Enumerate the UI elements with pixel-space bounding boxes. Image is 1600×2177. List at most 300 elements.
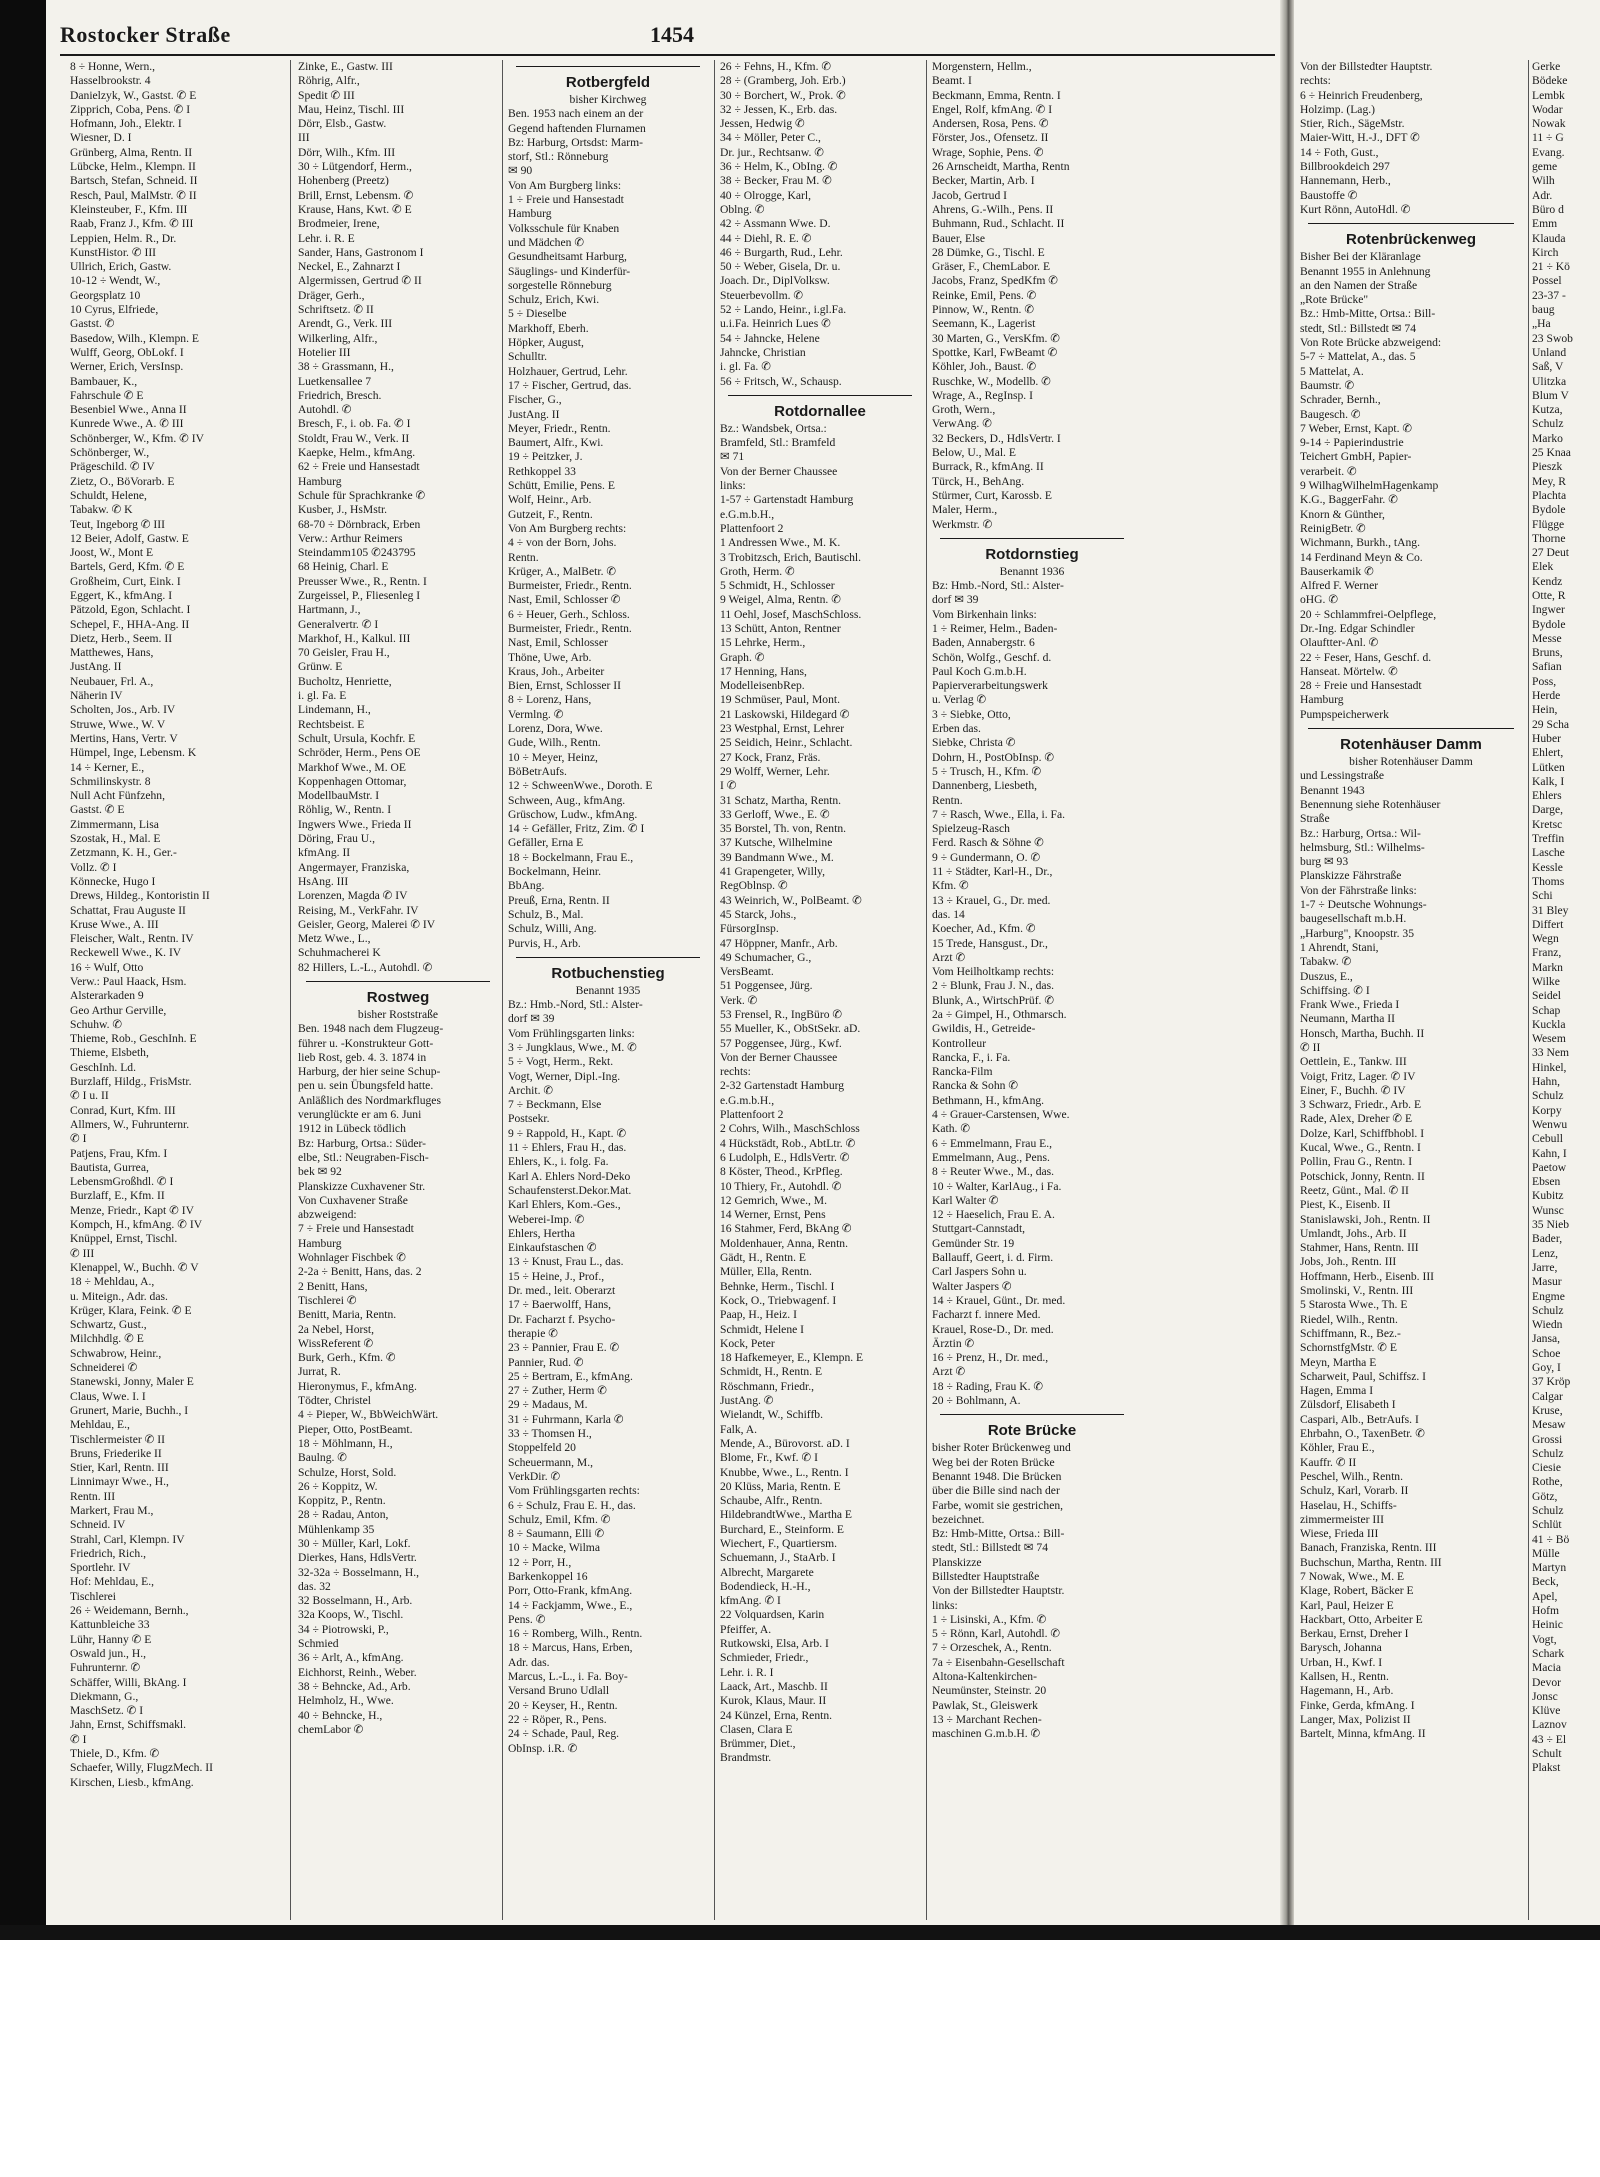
- directory-entry: Falk, A.: [720, 1422, 758, 1436]
- directory-entry: rechts:: [720, 1065, 751, 1079]
- directory-entry: Gefäller, Erna E: [508, 836, 584, 850]
- directory-entry: 28 ÷ Freie und Hansestadt: [1300, 679, 1422, 693]
- directory-entry: Ehlert,: [1532, 746, 1564, 760]
- directory-entry: Scheuermann, M.,: [508, 1455, 594, 1469]
- directory-entry: Schrader, Bernh.,: [1300, 393, 1381, 407]
- directory-entry: Hinkel,: [1532, 1060, 1567, 1074]
- directory-entry: 18 ÷ Rading, Frau K. ✆: [932, 1379, 1044, 1393]
- street-heading: Rostweg: [366, 989, 430, 1006]
- column-divider: [926, 60, 927, 1920]
- directory-entry: Linnimayr Wwe., H.,: [70, 1475, 169, 1489]
- street-note: verunglückte er am 6. Juni: [298, 1108, 422, 1122]
- directory-entry: Oblng. ✆: [720, 202, 765, 216]
- directory-entry: Jansa,: [1532, 1332, 1561, 1346]
- street-note: Benannt 1943: [1300, 783, 1365, 797]
- directory-entry: 34 ÷ Piotrowski, P.,: [298, 1622, 389, 1636]
- directory-entry: 68 Heinig, Charl. E: [298, 560, 389, 574]
- street-heading: Rotenhäuser Damm: [1340, 736, 1482, 754]
- directory-entry: Dohrn, H., PostObInsp. ✆: [932, 750, 1055, 764]
- directory-entry: Von der Berner Chaussee: [720, 1050, 838, 1064]
- directory-entry: Plachta: [1532, 488, 1567, 502]
- directory-entry: kfmAng. II: [298, 846, 351, 860]
- directory-entry: Schulz: [1532, 1446, 1564, 1460]
- directory-entry: ✆ II: [1300, 1041, 1321, 1054]
- directory-entry: Neumann, Martha II: [1300, 1012, 1395, 1026]
- directory-entry: 15 Lehrke, Herm.,: [720, 636, 806, 650]
- directory-entry: Strahl, Carl, Klempn. IV: [70, 1532, 185, 1546]
- directory-entry: Schaufensterst.Dekor.Mat.: [508, 1183, 632, 1197]
- directory-entry: Wiese, Frieda III: [1300, 1527, 1379, 1541]
- directory-entry: 6 ÷ Schulz, Frau E. H., das.: [508, 1498, 636, 1512]
- directory-entry: Matthewes, Hans,: [70, 646, 154, 660]
- directory-entry: Preuß, Erna, Rentn. II: [508, 893, 610, 907]
- directory-entry: 3 ÷ Jungklaus, Wwe., M. ✆: [508, 1041, 637, 1054]
- directory-entry: Thieme, Elsbeth,: [70, 1046, 149, 1060]
- directory-entry: Grünw. E: [298, 660, 343, 674]
- directory-entry: 8 ÷ Reuter Wwe., M., das.: [932, 1165, 1055, 1179]
- directory-entry: Förster, Jos., Ofensetz. II: [932, 131, 1049, 145]
- directory-entry: Differt: [1532, 917, 1564, 931]
- directory-entry: Papierverarbeitungswerk: [932, 679, 1048, 693]
- directory-entry: Drews, Hildeg., Kontoristin II: [70, 889, 210, 903]
- directory-entry: Einkaufstaschen ✆: [508, 1241, 597, 1255]
- directory-entry: Bruns,: [1532, 646, 1563, 660]
- directory-entry: Burzlaff, E., Kfm. II: [70, 1189, 165, 1203]
- directory-entry: Siebke, Christa ✆: [932, 736, 1016, 750]
- directory-entry: 21 ÷ Kö: [1532, 260, 1570, 274]
- directory-entry: 11 ÷ Städter, Karl-H., Dr.,: [932, 865, 1053, 879]
- directory-entry: Rutkowski, Elsa, Arb. I: [720, 1637, 829, 1651]
- directory-entry: maschinen G.m.b.H. ✆: [932, 1727, 1041, 1741]
- directory-entry: Thieme, Rob., GeschInh. E: [70, 1032, 197, 1046]
- directory-entry: Kuckla: [1532, 1017, 1566, 1031]
- directory-entry: 6 ÷ Heinrich Freudenberg,: [1300, 88, 1423, 102]
- street-note: Vom Frühlingsgarten links:: [508, 1026, 635, 1040]
- directory-entry: Tabakw. ✆: [1300, 955, 1352, 969]
- directory-entry: Steindamm105 ✆243795: [298, 546, 416, 560]
- directory-entry: 46 ÷ Burgarth, Rud., Lehr.: [720, 245, 843, 259]
- directory-entry: Blunk, A., WirtschPrüf. ✆: [932, 993, 1055, 1007]
- directory-entry: sorgestelle Rönneburg: [508, 278, 612, 292]
- directory-entry: u. Miteign., Adr. das.: [70, 1289, 168, 1303]
- directory-entry: Kraus, Joh., Arbeiter: [508, 664, 605, 678]
- directory-entry: 33 Gerloff, Wwe., E. ✆: [720, 807, 830, 821]
- directory-entry: Markhof, H., Kalkul. III: [298, 631, 411, 645]
- directory-entry: Zietz, O., BöVorarb. E: [70, 474, 175, 488]
- directory-entry: Weberei-Imp. ✆: [508, 1212, 585, 1226]
- directory-entry: Hahn,: [1532, 1075, 1561, 1089]
- directory-entry: Wrage, A., RegInsp. I: [932, 388, 1033, 402]
- directory-entry: Meyn, Martha E: [1300, 1355, 1377, 1369]
- directory-entry: Verk. ✆: [720, 993, 758, 1007]
- directory-entry: Müller, Ella, Rentn.: [720, 1265, 812, 1279]
- directory-entry: Spielzeug-Rasch: [932, 822, 1010, 836]
- directory-entry: 1 ÷ Lisinski, A., Kfm. ✆: [932, 1612, 1047, 1626]
- directory-entry: Burzlaff, Hildg., FrisMstr.: [70, 1075, 192, 1089]
- directory-entry: GeschInh. Ld.: [70, 1060, 137, 1074]
- directory-entry: 30 ÷ Müller, Karl, Lokf.: [298, 1536, 411, 1550]
- directory-entry: Brodmeier, Irene,: [298, 217, 380, 231]
- street-heading: Rotenbrückenweg: [1345, 231, 1477, 249]
- directory-entry: Rethkoppel 33: [508, 464, 576, 478]
- scan-left-edge: [0, 0, 46, 1940]
- directory-entry: Ullrich, Erich, Gastw.: [70, 260, 172, 274]
- directory-entry: Zurgeissel, P., Fliesenleg I: [298, 588, 421, 602]
- street-note: elbe, Stl.: Neugraben-Fisch-: [298, 1150, 429, 1164]
- street-heading: Rotbuchenstieg: [551, 964, 665, 982]
- directory-entry: Burk, Gerh., Kfm. ✆: [298, 1351, 396, 1365]
- directory-entry: Götz,: [1532, 1489, 1558, 1503]
- directory-entry: 10 Cyrus, Elfriede,: [70, 303, 159, 317]
- directory-entry: Plattenfoort 2: [720, 1108, 784, 1122]
- directory-entry: 7 ÷ Rasch, Wwe., Ella, i. Fa.: [932, 807, 1066, 821]
- directory-entry: Wesem: [1532, 1032, 1566, 1046]
- directory-entry: Messe: [1532, 631, 1562, 645]
- street-note: lieb Rost, geb. 4. 3. 1874 in: [298, 1050, 427, 1064]
- directory-entry: 20 Klüss, Maria, Rentn. E: [720, 1479, 841, 1493]
- directory-entry: Beamt. I: [932, 74, 972, 88]
- directory-entry: Vogt,: [1532, 1632, 1557, 1646]
- directory-entry: 16 ÷ Romberg, Wilh., Rentn.: [508, 1627, 643, 1641]
- directory-entry: Kruse,: [1532, 1403, 1563, 1417]
- directory-entry: Tischlerei ✆: [298, 1293, 357, 1307]
- directory-entry: Wohnlager Fischbek ✆: [298, 1251, 406, 1265]
- directory-entry: 38 ÷ Grassmann, H.,: [298, 360, 394, 374]
- directory-entry: Jarre,: [1532, 1260, 1558, 1274]
- directory-entry: Macia: [1532, 1661, 1561, 1675]
- directory-entry: Schulltr.: [508, 350, 547, 364]
- directory-entry: 15 Trede, Hansgust., Dr.,: [932, 936, 1048, 950]
- directory-entry: Hagemann, H., Arb.: [1300, 1684, 1394, 1698]
- directory-entry: Jacobs, Franz, SpedKfm ✆: [932, 274, 1058, 288]
- street-divider: [940, 538, 1124, 539]
- directory-entry: Haselau, H., Schiffs-: [1300, 1498, 1397, 1512]
- street-subtitle: bisher Roststraße: [357, 1008, 439, 1021]
- directory-entry: Rentn. III: [70, 1489, 116, 1503]
- directory-entry: Autohdl. ✆: [298, 403, 352, 417]
- directory-entry: 39 Bandmann Wwe., M.: [720, 850, 834, 864]
- street-divider: [306, 981, 490, 982]
- directory-entry: 7 Nowak, Wwe., M. E: [1300, 1569, 1405, 1583]
- directory-entry: Honsch, Martha, Buchh. II: [1300, 1026, 1425, 1040]
- directory-entry: 27 Kock, Franz, Fräs.: [720, 750, 821, 764]
- directory-entry: Mau, Heinz, Tischl. III: [298, 102, 405, 116]
- directory-entry: Hagen, Emma I: [1300, 1384, 1374, 1398]
- directory-entry: Schmilinskystr. 8: [70, 774, 151, 788]
- directory-entry: Bödeke: [1532, 74, 1568, 88]
- directory-entry: 54 ÷ Jahncke, Helene: [720, 331, 820, 345]
- street-note: abzweigend:: [298, 1208, 357, 1222]
- directory-entry: 56 ÷ Fritsch, W., Schausp.: [720, 374, 842, 388]
- directory-entry: Dörr, Elsb., Gastw.: [298, 117, 387, 131]
- directory-entry: Menze, Friedr., Kapt ✆ IV: [70, 1203, 195, 1217]
- street-note: Straße: [1300, 812, 1330, 826]
- directory-entry: Bartelt, Minna, kfmAng. II: [1300, 1727, 1426, 1741]
- directory-entry: 38 ÷ Becker, Frau M. ✆: [720, 174, 832, 188]
- street-note: pen u. sein Übungsfeld hatte.: [298, 1079, 434, 1093]
- directory-entry: oHG. ✆: [1300, 593, 1339, 607]
- street-note: 1912 in Lübeck tödlich: [298, 1122, 406, 1136]
- directory-entry: Lehr. i. R. I: [720, 1665, 774, 1679]
- directory-entry: Peschel, Wilh., Rentn.: [1300, 1469, 1404, 1483]
- directory-entry: Wunsc: [1532, 1203, 1564, 1217]
- directory-entry: Karl Walter ✆: [932, 1193, 999, 1207]
- directory-entry: Reising, M., VerkFahr. IV: [298, 903, 419, 917]
- directory-entry: Lenz,: [1532, 1246, 1559, 1260]
- directory-entry: das. 14: [932, 907, 965, 921]
- directory-entry: Burmeister, Friedr., Rentn.: [508, 621, 632, 635]
- directory-entry: Schulz, B., Mal.: [508, 907, 584, 921]
- directory-entry: Verw.: Paul Haack, Hsm.: [70, 975, 187, 988]
- directory-entry: 14 ÷ Foth, Gust.,: [1300, 145, 1379, 159]
- street-note: bisher Roter Brückenweg und: [932, 1441, 1071, 1455]
- directory-entry: 26 Arnscheidt, Martha, Rentn: [932, 160, 1070, 174]
- directory-entry: Devor: [1532, 1675, 1561, 1689]
- directory-entry: Werkmstr. ✆: [932, 517, 993, 531]
- street-divider: [1308, 728, 1514, 729]
- directory-entry: verarbeit. ✆: [1300, 464, 1357, 478]
- directory-entry: e.G.m.b.H.,: [720, 1093, 775, 1107]
- directory-entry: Riedel, Wilh., Rentn.: [1300, 1312, 1398, 1326]
- directory-entry: Bydole: [1532, 617, 1566, 631]
- directory-entry: 14 Ferdinand Meyn & Co.: [1300, 550, 1423, 564]
- directory-entry: Kattunbleiche 33: [70, 1618, 150, 1632]
- directory-entry: Jonsc: [1532, 1689, 1558, 1703]
- directory-entry: Ingwers Wwe., Frieda II: [298, 817, 412, 831]
- directory-entry: Leppien, Helm. R., Dr.: [70, 231, 177, 245]
- directory-entry: Unland: [1532, 345, 1567, 359]
- directory-entry: Baugesch. ✆: [1300, 407, 1361, 421]
- directory-entry: Raab, Franz J., Kfm. ✆ III: [70, 217, 194, 231]
- directory-entry: Umlandt, Johs., Arb. II: [1300, 1226, 1407, 1240]
- directory-entry: Kendz: [1532, 574, 1563, 588]
- directory-entry: 18 ÷ Marcus, Hans, Erben,: [508, 1641, 633, 1655]
- directory-entry: Fahrschule ✆ E: [70, 388, 144, 402]
- directory-entry: Dietz, Herb., Seem. II: [70, 631, 173, 645]
- directory-entry: 32 Bosselmann, H., Arb.: [298, 1594, 413, 1608]
- directory-entry: Ruschke, W., Modellb. ✆: [932, 374, 1051, 388]
- directory-entry: Könnecke, Hugo I: [70, 874, 156, 888]
- directory-entry: 8 ÷ Honne, Wern.,: [70, 60, 156, 73]
- directory-entry: 23 ÷ Pannier, Frau E. ✆: [508, 1341, 620, 1355]
- directory-entry: Spottke, Karl, FwBeamt ✆: [932, 345, 1058, 359]
- directory-entry: Schön, Wolfg., Geschf. d.: [932, 650, 1052, 664]
- directory-entry: Frank Wwe., Frieda I: [1300, 998, 1400, 1012]
- scan-bottom-edge: [0, 1925, 1600, 1940]
- directory-entry: Gerke: [1532, 60, 1561, 73]
- directory-entry: Generalvertr. ✆ I: [298, 617, 379, 631]
- directory-entry: 26 ÷ Koppitz, W.: [298, 1479, 378, 1493]
- directory-entry: 1-57 ÷ Gartenstadt Hamburg: [720, 493, 854, 507]
- directory-entry: Hotelier III: [298, 345, 351, 359]
- directory-entry: 49 Schumacher, G.,: [720, 950, 812, 964]
- directory-entry: Ehlers, K., i. folg. Fa.: [508, 1155, 609, 1169]
- directory-entry: Köhler, Frau E.,: [1300, 1441, 1375, 1455]
- directory-entry: Bruns, Friederike II: [70, 1446, 162, 1460]
- directory-entry: Wolf, Heinr., Arb.: [508, 493, 592, 507]
- directory-entry: Barkenkoppel 16: [508, 1569, 588, 1583]
- directory-entry: 38 ÷ Behncke, Ad., Arb.: [298, 1679, 411, 1693]
- directory-entry: Röhlig, W., Rentn. I: [298, 803, 392, 817]
- directory-entry: 2a Nebel, Horst,: [298, 1322, 374, 1336]
- directory-entry: ✆ I u. II: [70, 1089, 109, 1103]
- directory-entry: Karl Ehlers, Kom.-Ges.,: [508, 1198, 621, 1212]
- directory-entry: 7 ÷ Beckmann, Else: [508, 1098, 602, 1112]
- directory-entry: 41 ÷ Bö: [1532, 1532, 1570, 1546]
- directory-entry: Ehrbahn, O., TaxenBetr. ✆: [1300, 1427, 1425, 1441]
- directory-entry: 45 Starck, Johs.,: [720, 907, 797, 921]
- directory-entry: Fleischer, Walt., Rentn. IV: [70, 932, 194, 946]
- directory-entry: Morgenstern, Hellm.,: [932, 60, 1032, 73]
- directory-entry: Schmidt, H., Rentn. E: [720, 1365, 823, 1379]
- directory-entry: baugesellschaft m.b.H.: [1300, 912, 1407, 926]
- directory-entry: Stoppelfeld 20: [508, 1441, 576, 1455]
- directory-entry: Ballauff, Geert, i. d. Firm.: [932, 1251, 1054, 1265]
- street-note: Harburg, der hier seine Schup-: [298, 1065, 441, 1079]
- directory-entry: Höpker, August,: [508, 336, 584, 350]
- directory-entry: 20 ÷ Bohlmann, A.: [932, 1394, 1021, 1408]
- directory-entry: Schuhmacherei K: [298, 946, 381, 960]
- directory-entry: Schi: [1532, 889, 1553, 903]
- directory-entry: Bucholtz, Henriette,: [298, 674, 392, 688]
- directory-entry: Berkau, Ernst, Dreher I: [1300, 1627, 1409, 1641]
- directory-entry: Vermlng. ✆: [508, 707, 564, 721]
- directory-entry: 5-7 ÷ Mattelat, A., das. 5: [1300, 350, 1416, 364]
- directory-entry: Mende, A., Bürovorst. aD. I: [720, 1436, 850, 1450]
- directory-entry: 24 Künzel, Erna, Rentn.: [720, 1708, 833, 1722]
- directory-entry: Röhrig, Alfr.,: [298, 74, 360, 88]
- directory-entry: Stanewski, Jonny, Maler E: [70, 1375, 194, 1389]
- directory-entry: i. gl. Fa. E: [298, 689, 347, 703]
- directory-entry: 37 Kröp: [1532, 1375, 1571, 1389]
- directory-entry: Kutza,: [1532, 403, 1563, 417]
- directory-entry: Walter Jaspers ✆: [932, 1279, 1012, 1293]
- directory-entry: Koecher, Ad., Kfm. ✆: [932, 922, 1036, 936]
- directory-entry: Lindemann, H.,: [298, 703, 371, 717]
- directory-entry: Pieszk: [1532, 460, 1563, 474]
- directory-entry: Voigt, Fritz, Lager. ✆ IV: [1300, 1069, 1416, 1083]
- directory-entry: JustAng. ✆: [720, 1394, 774, 1408]
- directory-entry: Struwe, Wwe., W. V: [70, 717, 166, 731]
- directory-entry: Paap, H., Heiz. I: [720, 1308, 797, 1322]
- directory-entry: Potschick, Jonny, Rentn. II: [1300, 1169, 1425, 1183]
- directory-entry: Kretsc: [1532, 817, 1563, 831]
- directory-entry: Holzhauer, Gertrud, Lehr.: [508, 364, 628, 378]
- directory-entry: Ehlers: [1532, 789, 1562, 803]
- directory-entry: Pannier, Rud. ✆: [508, 1355, 584, 1369]
- directory-entry: 32-32a ÷ Bosselmann, H.,: [298, 1565, 419, 1579]
- street-note: über die Bille sind nach der: [932, 1484, 1060, 1498]
- directory-entry: Werner, Erich, VersInsp.: [70, 360, 184, 374]
- directory-entry: Otte, R: [1532, 588, 1566, 602]
- directory-entry: Marko: [1532, 431, 1563, 445]
- directory-entry: 32 ÷ Jessen, K., Erb. das.: [720, 102, 838, 116]
- directory-entry: Rentn.: [932, 793, 963, 807]
- directory-entry: Burchard, E., Steinform. E: [720, 1522, 844, 1536]
- directory-entry: Arendt, G., Verk. III: [298, 317, 393, 331]
- directory-entry: Kurok, Klaus, Maur. II: [720, 1694, 827, 1708]
- directory-entry: Schlüt: [1532, 1518, 1562, 1532]
- street-note: Bz: Harburg, Ortsa.: Süder-: [298, 1136, 427, 1150]
- street-note: Von der Billstedter Hauptstr.: [932, 1584, 1065, 1598]
- directory-entry: Kath. ✆: [932, 1122, 971, 1136]
- directory-entry: 4 ÷ Grauer-Carstensen, Wwe.: [932, 1108, 1070, 1122]
- directory-entry: Schönberger, W.,: [70, 446, 150, 460]
- directory-entry: III: [298, 131, 310, 145]
- directory-entry: 36 ÷ Helm, K., ObIng. ✆: [720, 160, 838, 174]
- directory-entry: Ebsen: [1532, 1175, 1561, 1189]
- directory-entry: Krause, Hans, Kwt. ✆ E: [298, 202, 412, 216]
- directory-entry: Schuhw. ✆: [70, 1017, 123, 1031]
- directory-entry: Pawlak, St., Gleiswerk: [932, 1698, 1038, 1712]
- directory-entry: 26 ÷ Fehns, H., Kfm. ✆: [720, 60, 832, 73]
- directory-entry: Ehlers, Hertha: [508, 1226, 575, 1240]
- directory-entry: Bodendieck, H.-H.,: [720, 1579, 811, 1593]
- directory-entry: Barysch, Johanna: [1300, 1641, 1382, 1655]
- directory-entry: 11 Oehl, Josef, MaschSchloss.: [720, 607, 862, 621]
- directory-entry: Wiedn: [1532, 1318, 1563, 1332]
- directory-entry: Knorn & Günther,: [1300, 507, 1385, 521]
- directory-entry: 14 ÷ Kerner, E.,: [70, 760, 145, 774]
- directory-entry: Schoe: [1532, 1346, 1561, 1360]
- directory-entry: Markert, Frau M.,: [70, 1503, 154, 1517]
- directory-entry: Steuerbevollm. ✆: [720, 288, 804, 302]
- directory-entry: Groth, Wern.,: [932, 403, 996, 417]
- directory-entry: Reinke, Emil, Pens. ✆: [932, 288, 1037, 302]
- column-1: [70, 60, 284, 1920]
- directory-entry: 7 Weber, Ernst, Kapt. ✆: [1300, 421, 1413, 435]
- directory-entry: VersBeamt.: [720, 965, 774, 979]
- directory-entry: Kruse Wwe., A. III: [70, 917, 159, 931]
- directory-entry: Vom Frühlingsgarten rechts:: [508, 1484, 640, 1498]
- directory-entry: Schmidt, Helene I: [720, 1322, 805, 1336]
- directory-entry: Burmeister, Friedr., Rentn.: [508, 579, 632, 593]
- street-subtitle: Benannt 1935: [575, 983, 641, 997]
- directory-entry: Paetow: [1532, 1160, 1567, 1174]
- directory-entry: Paul Koch G.m.b.H.: [932, 664, 1027, 678]
- directory-entry: ObInsp. i.R. ✆: [508, 1741, 578, 1755]
- directory-entry: Dannenberg, Liesbeth,: [932, 779, 1038, 793]
- directory-entry: Pollin, Frau G., Rentn. I: [1300, 1155, 1413, 1169]
- directory-entry: Stier, Rich., SägeMstr.: [1300, 117, 1405, 131]
- directory-entry: Wilkerling, Alfr.,: [298, 331, 378, 345]
- directory-entry: 29 ÷ Madaus, M.: [508, 1398, 588, 1412]
- directory-entry: Grossi: [1532, 1432, 1563, 1446]
- directory-entry: Graph. ✆: [720, 650, 765, 664]
- directory-entry: Burrack, R., kfmAng. II: [932, 460, 1044, 474]
- directory-entry: Piest, K., Eisenb. II: [1300, 1198, 1391, 1212]
- directory-entry: Oswald jun., H.,: [70, 1646, 146, 1660]
- directory-entry: 18 ÷ Mehldau, A.,: [70, 1275, 155, 1289]
- directory-entry: 44 ÷ Diehl, R. E. ✆: [720, 231, 812, 245]
- directory-entry: rechts:: [1300, 74, 1331, 88]
- directory-entry: Rechtsbeist. E: [298, 717, 365, 731]
- directory-entry: Goy, I: [1532, 1361, 1561, 1375]
- directory-entry: 7 ÷ Orzeschek, A., Rentn.: [932, 1641, 1052, 1655]
- directory-entry: Georgsplatz 10: [70, 288, 141, 302]
- directory-entry: Baumstr. ✆: [1300, 378, 1355, 392]
- directory-entry: 4 Hückstädt, Rob., AbtLtr. ✆: [720, 1136, 856, 1150]
- directory-entry: i. gl. Fa. ✆: [720, 360, 771, 374]
- directory-entry: Engel, Rolf, kfmAng. ✆ I: [932, 102, 1053, 116]
- directory-entry: 3 Trobitzsch, Erich, Bautischl.: [720, 550, 862, 564]
- directory-entry: Emmelmann, Aug., Pens.: [932, 1150, 1050, 1164]
- directory-entry: 15 ÷ Heine, J., Prof.,: [508, 1269, 605, 1283]
- directory-entry: ✆ III: [70, 1246, 95, 1260]
- directory-entry: 33 ÷ Thomsen H.,: [508, 1427, 592, 1441]
- street-note: bek ✉ 92: [298, 1165, 342, 1179]
- directory-entry: Hannemann, Herb.,: [1300, 174, 1391, 188]
